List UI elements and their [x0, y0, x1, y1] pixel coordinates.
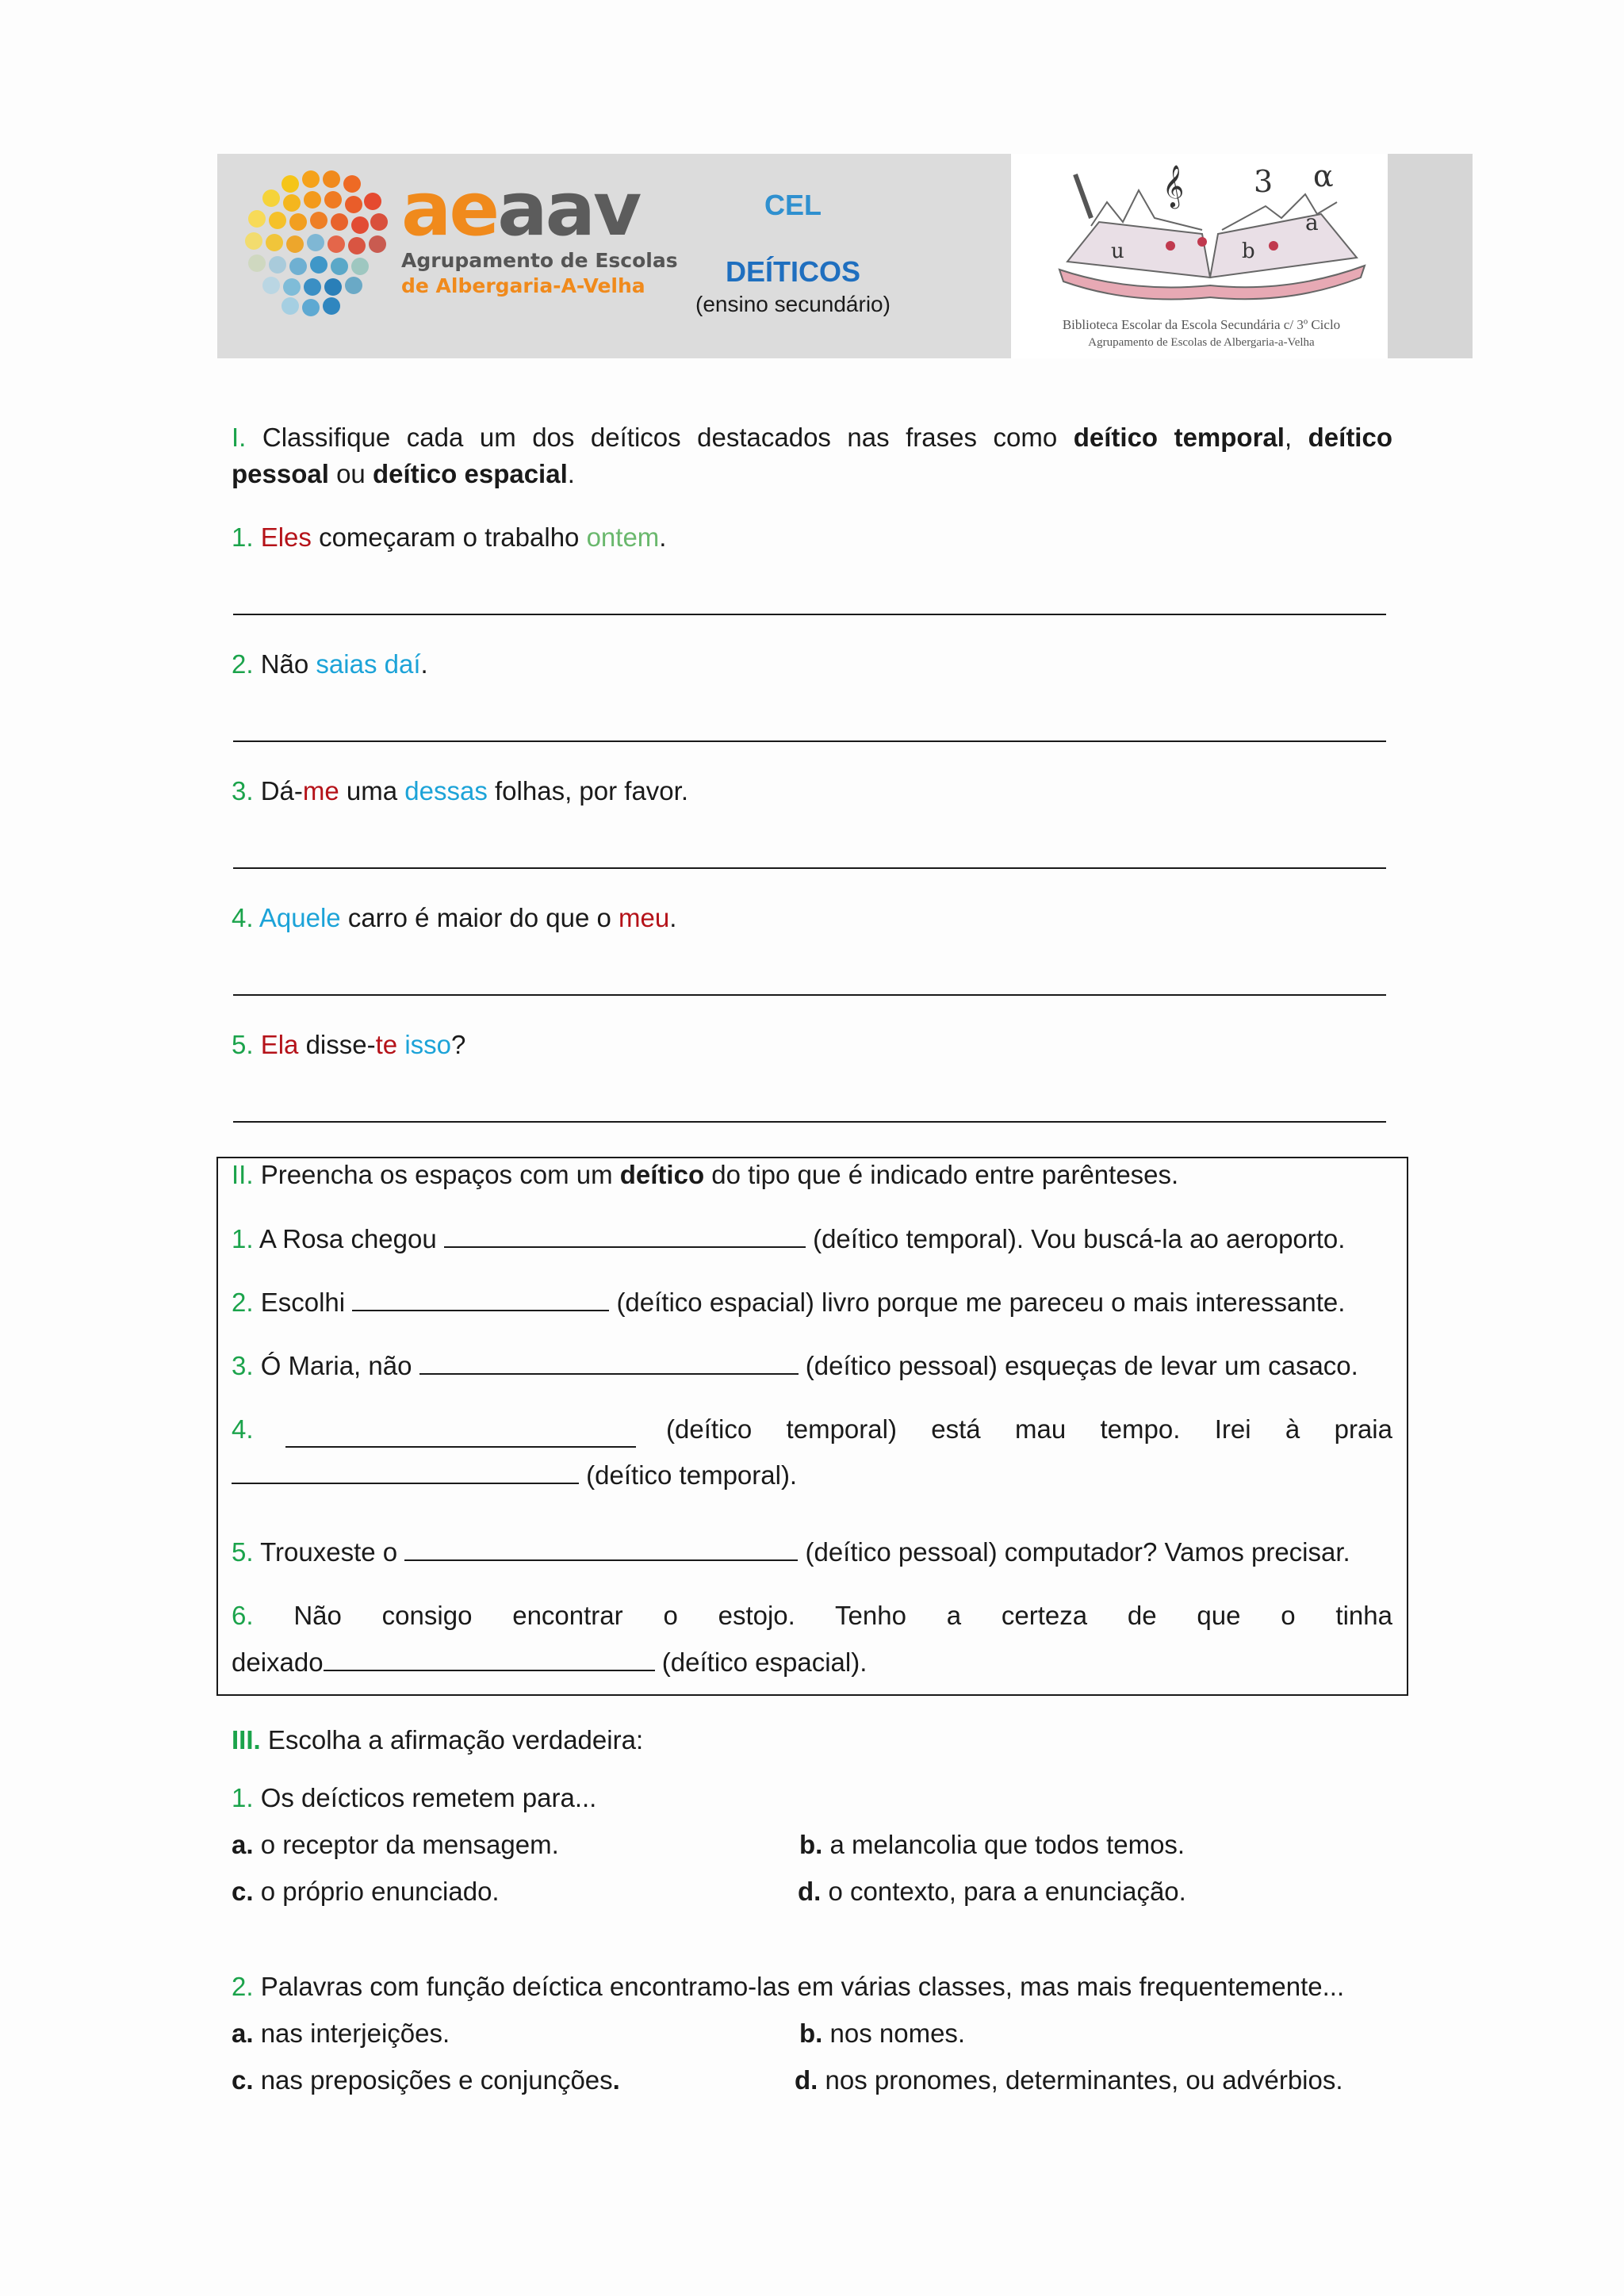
fill-blank-4a[interactable]: [285, 1424, 636, 1448]
q1-option-b[interactable]: b. a melancolia que todos temos.: [799, 1830, 1185, 1859]
fill-blank-2[interactable]: [352, 1288, 609, 1311]
section2-item-5: 5. Trouxeste o (deítico pessoal) computador? Vamos precisar.: [232, 1537, 1350, 1567]
svg-text:𝄞: 𝄞: [1162, 164, 1185, 207]
section2-item-4-num: 4.: [232, 1414, 254, 1444]
page-title: DEÍTICOS: [725, 255, 860, 288]
section1-item-4: 4. Aquele carro é maior do que o meu.: [232, 903, 677, 932]
page-subtitle: (ensino secundário): [695, 292, 891, 316]
section2-item-6-line2: deixado (deítico espacial).: [232, 1647, 868, 1677]
answer-line-4[interactable]: [233, 994, 1386, 996]
school-logo-dots-icon: [243, 170, 393, 320]
q2-option-a[interactable]: a. nas interjeições.: [232, 2019, 450, 2048]
library-book-logo-icon: [1044, 159, 1377, 317]
svg-text:a: a: [1305, 209, 1319, 235]
q2-option-c[interactable]: c. nas preposições e conjunções.: [232, 2065, 620, 2095]
section1-item-3: 3. Dá-me uma dessas folhas, por favor.: [232, 776, 688, 806]
school-logo-wordmark: aeaav: [401, 166, 640, 253]
library-group: Agrupamento de Escolas de Albergaria-a-Velha: [1088, 336, 1315, 349]
section1-number: I.: [232, 423, 247, 452]
section2-item-2: 2. Escolhi (deítico espacial) livro porque me pareceu o mais interessante.: [232, 1288, 1346, 1317]
fill-blank-1[interactable]: [444, 1224, 806, 1248]
section1-instruction-line2: pessoal ou deítico espacial.: [232, 459, 575, 488]
fill-blank-6[interactable]: [324, 1647, 655, 1671]
fill-blank-4b[interactable]: [232, 1460, 579, 1484]
header-right-strip: [1388, 154, 1473, 358]
section2-item-3: 3. Ó Maria, não (deítico pessoal) esqueças de levar um casaco.: [232, 1351, 1358, 1380]
svg-text:3: 3: [1254, 164, 1274, 199]
answer-line-3[interactable]: [233, 867, 1386, 869]
school-logo-line2: de Albergaria-A-Velha: [401, 274, 645, 297]
q2-text: 2. Palavras com função deíctica encontramo-las em várias classes, mas mais frequentemente...: [232, 1972, 1345, 2001]
svg-text:α: α: [1313, 159, 1334, 193]
q2-option-d[interactable]: d. nos pronomes, determinantes, ou advérbios.: [795, 2065, 1343, 2095]
section1-item-5: 5. Ela disse-te isso?: [232, 1030, 466, 1059]
school-logo-line1: Agrupamento de Escolas: [401, 249, 678, 272]
fill-blank-5[interactable]: [404, 1537, 798, 1561]
section2-item-4-text: (deítico temporal) está mau tempo. Irei à praia: [666, 1414, 1392, 1444]
section1-item-2: 2. Não saias daí.: [232, 649, 428, 679]
answer-line-2[interactable]: [233, 740, 1386, 742]
q2-option-b[interactable]: b. nos nomes.: [799, 2019, 966, 2048]
section3-instruction: III. Escolha a afirmação verdadeira:: [232, 1725, 644, 1755]
header-cel: CEL: [764, 189, 822, 221]
svg-text:u: u: [1111, 239, 1124, 263]
section2-item-6: 6. Não consigo encontrar o estojo. Tenho a certeza de que o tinha: [232, 1601, 1392, 1630]
section2-instruction: II. Preencha os espaços com um deítico do tipo que é indicado entre parênteses.: [232, 1160, 1179, 1189]
fill-blank-3[interactable]: [419, 1351, 799, 1375]
section2-item-4-line2: (deítico temporal).: [232, 1457, 797, 1494]
section1-item-1: 1. Eles começaram o trabalho ontem.: [232, 522, 667, 552]
q1-text: 1. Os deícticos remetem para...: [232, 1783, 597, 1812]
q1-option-d[interactable]: d. o contexto, para a enunciação.: [798, 1877, 1186, 1906]
svg-text:b: b: [1242, 239, 1255, 263]
answer-line-5[interactable]: [233, 1121, 1386, 1123]
section1-instruction: I. Classifique cada um dos deíticos destacados nas frases como deítico temporal, deítico: [232, 423, 1392, 452]
section2-item-1: 1. A Rosa chegou (deítico temporal). Vou buscá-la ao aeroporto.: [232, 1224, 1346, 1253]
library-name: Biblioteca Escolar da Escola Secundária c/ 3º Ciclo: [1062, 317, 1341, 332]
answer-line-1[interactable]: [233, 614, 1386, 615]
q1-option-c[interactable]: c. o próprio enunciado.: [232, 1877, 500, 1906]
q1-option-a[interactable]: a. o receptor da mensagem.: [232, 1830, 559, 1859]
